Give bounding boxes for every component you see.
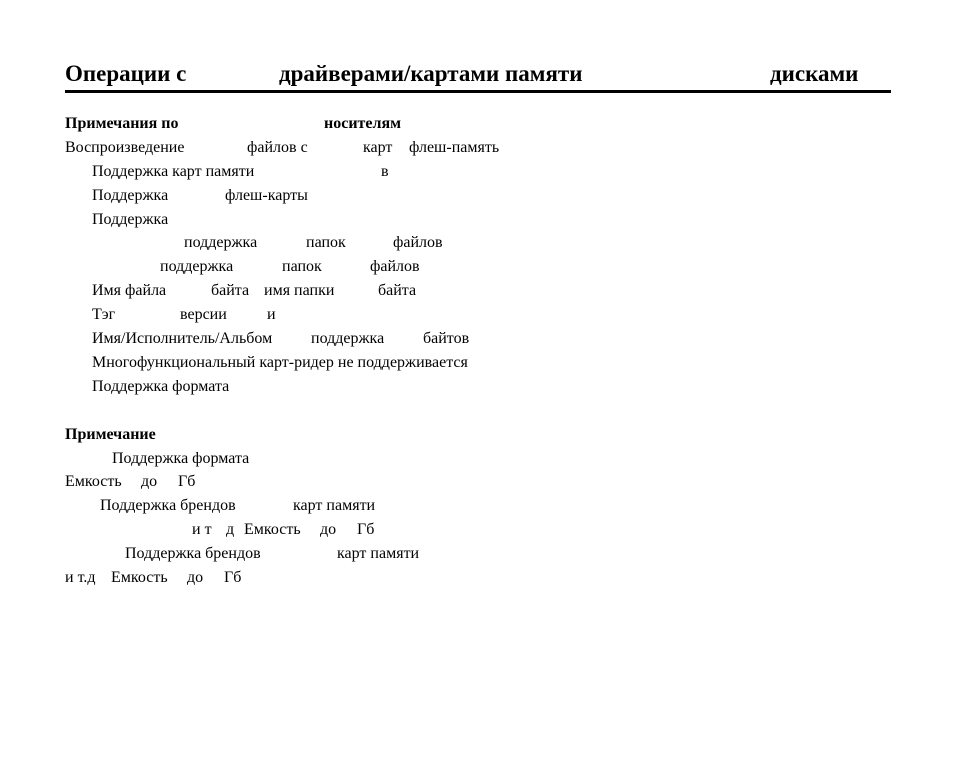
text-fragment: в <box>381 163 389 180</box>
text-fragment: карт <box>363 139 393 156</box>
section-heading-notes-media: носителям <box>324 115 402 132</box>
text-fragment: флеш-память <box>409 139 500 156</box>
text-fragment: и т.д <box>65 569 96 586</box>
text-fragment: Поддержка брендов <box>125 545 261 562</box>
text-fragment: Тэг <box>92 306 116 323</box>
text-fragment: поддержка <box>184 234 258 251</box>
text-fragment: папок <box>282 258 322 275</box>
text-fragment: Многофункциональный карт-ридер не поддерживается <box>92 354 468 371</box>
text-fragment: байта <box>211 282 250 299</box>
text-fragment: поддержка <box>160 258 234 275</box>
text-fragment: байтов <box>423 330 470 347</box>
text-fragment: и т <box>192 521 212 538</box>
text-fragment: Гб <box>224 569 242 586</box>
section-heading-note: Примечание <box>65 426 156 443</box>
header-rule <box>65 90 891 93</box>
text-fragment: Поддержка карт памяти <box>92 163 255 180</box>
text-fragment: до <box>187 569 204 586</box>
text-fragment: байта <box>378 282 417 299</box>
text-fragment: файлов с <box>247 139 308 156</box>
text-fragment: папок <box>306 234 346 251</box>
text-fragment: Поддержка <box>92 211 169 228</box>
text-fragment: Имя/Исполнитель/Альбом <box>92 330 273 347</box>
text-fragment: и <box>267 306 276 323</box>
text-fragment: карт памяти <box>337 545 420 562</box>
text-fragment: файлов <box>370 258 420 275</box>
text-fragment: до <box>141 473 158 490</box>
page-title-part-1: Операции с <box>65 61 187 86</box>
text-fragment: имя папки <box>264 282 335 299</box>
text-fragment: Емкость <box>244 521 301 538</box>
text-fragment: поддержка <box>311 330 385 347</box>
text-fragment: Гб <box>357 521 375 538</box>
text-fragment: Гб <box>178 473 196 490</box>
section-heading-notes: Примечания по <box>65 115 179 132</box>
text-fragment: флеш-карты <box>225 187 308 204</box>
text-fragment: до <box>320 521 337 538</box>
text-fragment: д <box>226 521 235 538</box>
text-fragment: версии <box>180 306 227 323</box>
text-fragment: файлов <box>393 234 443 251</box>
text-fragment: Имя файла <box>92 282 167 299</box>
text-fragment: Поддержка брендов <box>100 497 236 514</box>
text-fragment: Емкость <box>111 569 168 586</box>
text-fragment: Поддержка формата <box>112 450 250 467</box>
text-fragment: карт памяти <box>293 497 376 514</box>
text-fragment: Поддержка формата <box>92 378 230 395</box>
text-fragment: Емкость <box>65 473 122 490</box>
text-fragment: Воспроизведение <box>65 139 185 156</box>
text-fragment: Поддержка <box>92 187 169 204</box>
page-title-part-2: драйверами/картами памяти <box>279 61 583 86</box>
page-title-part-3: дисками <box>770 61 859 86</box>
